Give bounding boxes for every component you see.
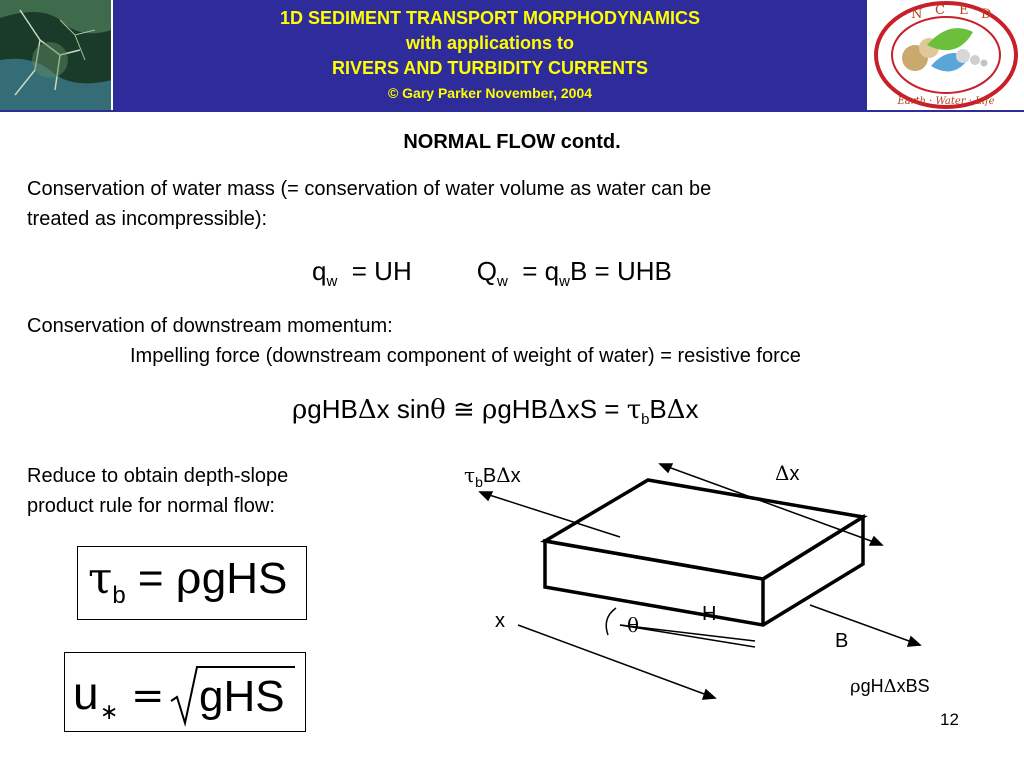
reduce-line-2: product rule for normal flow: [27,495,275,517]
slide-heading: NORMAL FLOW contd. [403,131,621,153]
reduce-line-1: Reduce to obtain depth-slope [27,465,289,487]
continuity-equation: $q_w$ = UH $Q_w = q_wB$ = UHB [312,256,672,290]
dx-dimension-arrow [660,464,882,545]
control-volume-diagram [450,450,970,710]
title-banner [111,0,869,110]
reduce-paragraph [27,461,288,521]
nced-logo [869,0,1024,110]
label-shear: $\tau_bB\Delta x$ [464,463,521,490]
title-line-1: 1D SEDIMENT TRANSPORT MORPHODYNAMICS [279,8,701,28]
header-rule [0,110,1024,112]
momentum-line-1: Conservation of downstream momentum: [27,315,393,337]
label-x: x [495,610,505,632]
shear-velocity-box [64,652,306,732]
mass-paragraph [27,174,711,234]
weight-arrow [810,605,920,646]
logo-letter-n: N [911,7,923,22]
delta-satellite-image [0,0,112,110]
logo-letter-e: E [959,3,969,18]
logo-letter-d: D [981,7,992,22]
svg-text:gHS: gHS [199,672,285,721]
label-dx: Δx [775,461,800,485]
copyright: © Gary Parker November, 2004 [387,85,593,101]
label-theta: θ [627,613,640,637]
svg-text:u: u [73,667,99,719]
depth-slope-box [77,546,307,620]
title-line-2: with applications to [405,33,574,53]
depth-slope-equation: $\tau_b = \rho gHS$ [88,553,288,609]
mass-line-2: treated as incompressible): [27,208,268,230]
label-b: B [835,630,849,652]
logo-letter-c: C [935,3,945,18]
label-weight: ρgHΔxBS [850,676,930,697]
label-h: H [702,603,717,625]
shear-velocity-equation [65,653,307,733]
slide-number: 12 [940,710,959,729]
logo-ring-text: Earth · Water · Life [897,96,995,107]
shear-force-arrow [480,492,620,537]
svg-text:∗: ∗ [100,700,119,725]
svg-text:=: = [131,673,165,719]
momentum-line-2: Impelling force (downstream component of weight of water) = resistive force [130,345,801,367]
mass-line-1: Conservation of water mass (= conservation of water volume as water can be [27,178,712,200]
title-line-3: RIVERS AND TURBIDITY CURRENTS [331,58,649,78]
momentum-equation: ρgHBΔx sinθ ≅ $\rho gHB\Delta xS = \tau_bB\Delta x$ [292,394,699,428]
